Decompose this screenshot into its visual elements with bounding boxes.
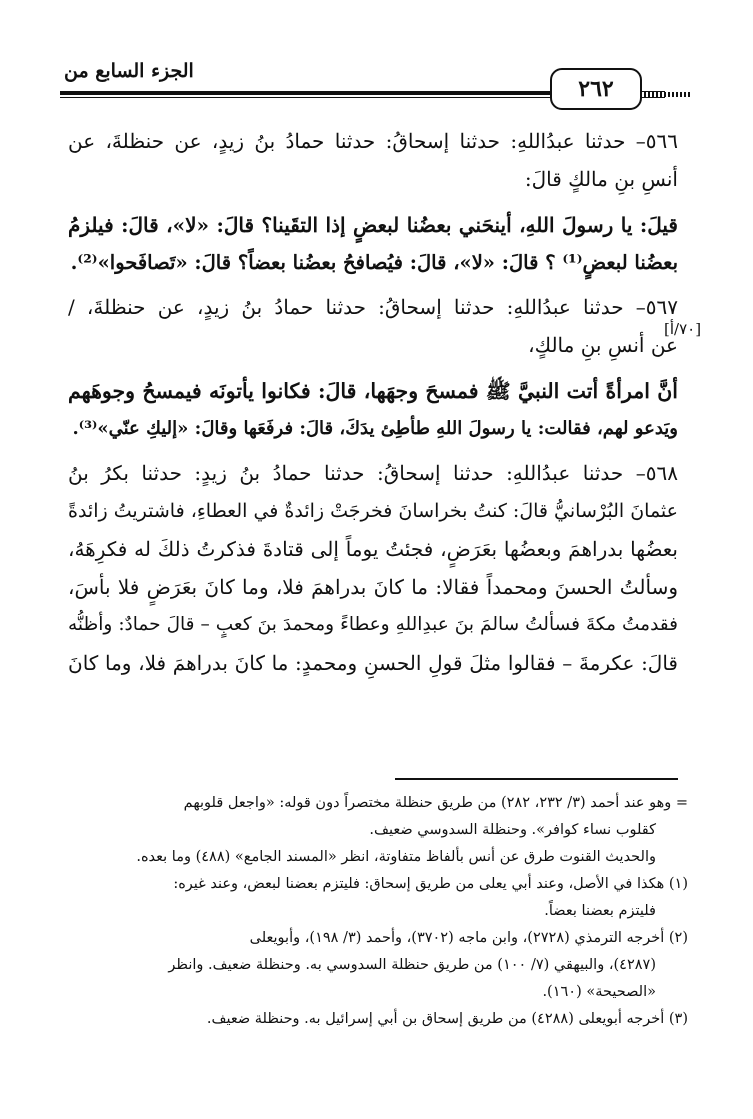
- text-line: أنسِ بنِ مالكٍ قالَ:: [524, 167, 678, 191]
- text-line: عثمانَ البُرْسانيُّ قالَ: كنتُ بخراسانَ فخرجَتْ زائدةٌ في العطاءِ، فاشتريتُ زائدةً: [68, 500, 678, 522]
- text-line: قالَ: عكرمةَ – فقالوا مثلَ قولِ الحسنِ ومحمدٍ: ما كانَ بدراهمَ فلا، وما كانَ: [68, 651, 678, 675]
- text-line: ٥٦٨– حدثنا عبدُاللهِ: حدثنا إسحاقُ: حدثنا حمادُ بنُ زيدٍ: حدثنا بكرُ بنُ: [68, 461, 678, 485]
- footnotes: [60, 790, 688, 1033]
- footnote-line: كقلوب نساء كوافر». وحنظلة السدوسي ضعيف.: [369, 822, 656, 838]
- footnote-line: «الصحيحة» (١٦٠).: [542, 984, 656, 1000]
- footnote-separator: [395, 778, 678, 780]
- text-line: وسألتُ الحسنَ ومحمداً فقالا: ما كانَ بدراهمَ فلا، وما كانَ بعَرَضٍ فلا بأسَ،: [68, 575, 678, 599]
- hadith-text-line: قيلَ: يا رسولَ اللهِ، أينحَني بعضُنا لبعضٍ إذا التقَينا؟ قالَ: «لا»، قالَ: فيلزمُ: [68, 213, 678, 237]
- page-number-badge: [550, 68, 642, 110]
- main-text: [68, 122, 678, 682]
- text-line: عن أنسِ بنِ مالكٍ،: [528, 333, 678, 357]
- text-line: بعضُها بدراهمَ وبعضُها بعَرَضٍ، فجئتُ يوماً إلى قتادةَ فذكرتُ ذلكَ له فكرِهَهُ،: [68, 537, 679, 561]
- hadith-text-line: ويَدعو لهم، فقالت: يا رسولَ اللهِ طأطِئ يدَكَ، قالَ: فرفَعَها وقالَ: «إليكِ عنّي»⁽³⁾.: [72, 418, 678, 439]
- hadith-text-line: أنَّ امرأةً أتت النبيَّ ﷺ فمسحَ وجهَها، قالَ: فكانوا يأتونَه فيمسحُ وجوهَهم: [68, 379, 678, 403]
- footnote-2: (٢) أخرجه الترمذي (٢٧٢٨)، وابن ماجه (٣٧٠٢)، وأحمد (٣/ ١٩٨)، وأبويعلى: [249, 930, 688, 946]
- text-line: فقدمتُ مكةَ فسألتُ سالمَ بنَ عبدِاللهِ وعطاءً ومحمدَ بنَ كعبٍ – قالَ حمادٌ: وأظنُّه: [68, 614, 678, 635]
- footnote-line: (٤٢٨٧)، والبيهقي (٧/ ١٠٠) من طريق حنظلة السدوسي به. وحنظلة ضعيف. وانظر: [168, 957, 656, 973]
- footnote-1: (١) هكذا في الأصل، وعند أبي يعلى من طريق إسحاق: فليتزم بعضنا لبعض، وعند غيره:: [173, 876, 688, 892]
- text-line: ٥٦٧– حدثنا عبدُاللهِ: حدثنا إسحاقُ: حدثنا حمادُ بنُ زيدٍ، عن حنظلةَ، /: [68, 295, 678, 319]
- footnote-3: (٣) أخرجه أبويعلى (٤٢٨٨) من طريق إسحاق بن أبي إسرائيل به. وحنظلة ضعيف.: [206, 1011, 688, 1027]
- header-ornament: [640, 92, 692, 97]
- footnote-line: = وهو عند أحمد (٣/ ٢٣٢، ٢٨٢) من طريق حنظلة مختصراً دون قوله: «واجعل قلوبهم: [183, 795, 688, 811]
- page-number: ٢٦٢: [578, 76, 614, 102]
- text-line: ٥٦٦– حدثنا عبدُاللهِ: حدثنا إسحاقُ: حدثنا حمادُ بنُ زيدٍ، عن حنظلةَ، عن: [68, 129, 678, 153]
- margin-folio-note: [٧٠/أ]: [664, 320, 702, 338]
- footnote-line: فليتزم بعضنا بعضاً.: [544, 903, 656, 919]
- footnote-line: والحديث القنوت طرق عن أنس بألفاظ متفاوتة، انظر «المسند الجامع» (٤٨٨) وما بعده.: [136, 849, 656, 865]
- hadith-text-line: بعضُنا لبعضٍ⁽¹⁾ ؟ قالَ: «لا»، قالَ: فيُصافحُ بعضُنا بعضاً؟ قالَ: «تَصافَحوا»⁽²⁾.: [70, 251, 678, 274]
- running-header-title: الجزء السابع من: [58, 60, 200, 82]
